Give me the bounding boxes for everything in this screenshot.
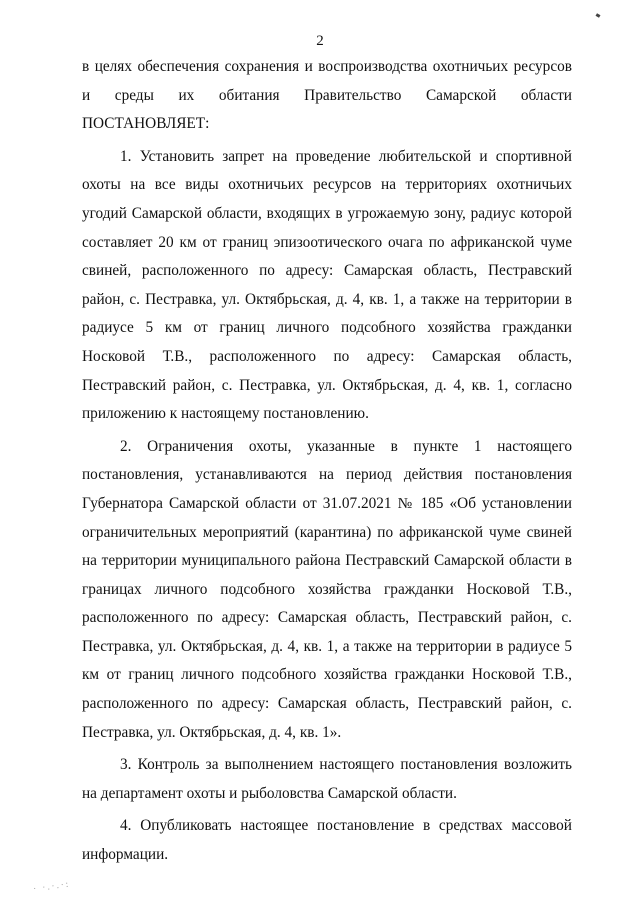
paragraph-intro: в целях обеспечения сохранения и воспроизводства охотничьих ресурсов и среды их обитания Правительство Самарской области ПОСТАНОВЛЯЕТ: <box>82 58 572 133</box>
page-number: 2 <box>316 33 324 49</box>
scan-artifact-noise: · ·.·.·: <box>32 878 71 894</box>
paragraph-item-2: 2. Ограничения охоты, указанные в пункте 1 настоящего постановления, устанавливаются на период действия постановления Губернатора Самарской области от 31.07.2021 № 185 «Об установлении ограничительных мероприятий (карантина) по африканской чуме свиней на территории муниципального района Пестравский Самарской области в границах личного подсобного хозяйства гражданки Носковой Т.В., расположенного по адресу: Самарская область, Пестравский район, с. Пестравка, ул. Октябрьская, д. 4, кв. 1, а также на территории в радиусе 5 км от границ личного подсобного хозяйства гражданки Носковой Т.В., расположенного по адресу: Самарская область, Пестравский район, с. Пестравка, ул. Октябрьская, д. 4, кв. 1». <box>82 437 572 741</box>
paragraph-item-4: 4. Опубликовать настоящее постановление в средствах массовой информации. <box>82 817 572 864</box>
paragraph-item-3: 3. Контроль за выполнением настоящего постановления возложить на департамент охоты и рыболовства Самарской области. <box>82 756 572 802</box>
scan-artifact-mark <box>596 13 601 18</box>
paragraph-item-1: 1. Установить запрет на проведение любительской и спортивной охоты на все виды охотничьих ресурсов на территориях охотничьих угодий Самарской области, входящих в угрожаемую зону, радиус которой составляет 20 км от границ эпизоотического очага по африканской чуме свиней, расположенного по адресу: Самарская область, Пестравский район, с. Пестравка, ул. Октябрьская, д. 4, кв. 1, а также на территории в радиусе 5 км от границ личного подсобного хозяйства гражданки Носковой Т.В., расположенного по адресу: Самарская область, Пестравский район, с. Пестравка, ул. Октябрьская, д. 4, кв. 1, согласно приложению к настоящему постановлению. <box>82 147 572 423</box>
document-body <box>82 53 572 870</box>
